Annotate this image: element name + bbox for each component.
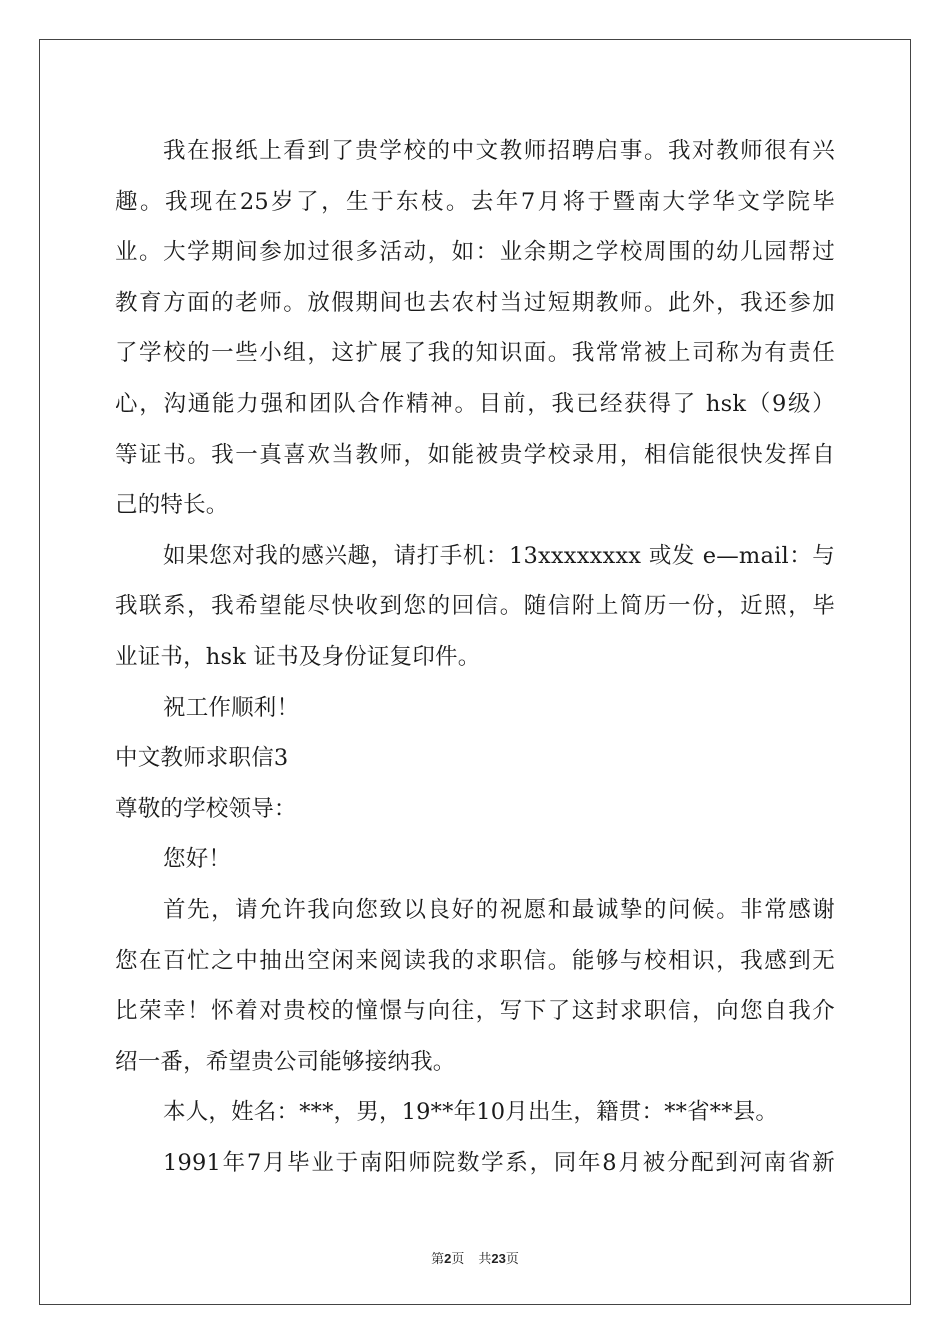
page-unit: 页 (451, 1252, 465, 1267)
paragraph-line: 了学校的一些小组，这扩展了我的知识面。我常常被上司称为有责任 (115, 340, 835, 367)
document-body (115, 126, 835, 1188)
total-prefix: 共 (478, 1252, 492, 1267)
paragraph-line: 如果您对我的感兴趣，请打手机：13xxxxxxxx 或发 e—mail：与 (163, 542, 835, 569)
total-unit: 页 (505, 1252, 519, 1267)
paragraph-line: 首先，请允许我向您致以良好的祝愿和最诚挚的问候。非常感谢 (163, 896, 835, 923)
page-total: 23 (491, 1251, 506, 1266)
paragraph-line: 己的特长。 (115, 492, 229, 519)
section-heading: 中文教师求职信3 (115, 745, 289, 772)
paragraph-line: 我在报纸上看到了贵学校的中文教师招聘启事。我对教师很有兴 (163, 138, 835, 164)
page-prefix: 第 (431, 1252, 445, 1267)
paragraph-line: 趣。我现在25岁了，生于东枝。去年7月将于暨南大学华文学院毕 (115, 188, 835, 215)
paragraph-line: 本人，姓名：***，男，19**年10月出生，籍贯：**省**县。 (163, 1099, 779, 1126)
paragraph-line: 教育方面的老师。放假期间也去农村当过短期教师。此外，我还参加 (115, 289, 835, 316)
page-footer (0, 1248, 950, 1267)
greeting: 您好！ (163, 846, 232, 873)
paragraph-line: 心，沟通能力强和团队合作精神。目前，我已经获得了 hsk（9级） (115, 390, 835, 417)
page-current: 2 (444, 1251, 452, 1266)
salutation: 尊敬的学校领导： (115, 795, 297, 822)
paragraph-line: 业证书，hsk 证书及身份证复印件。 (115, 643, 481, 670)
paragraph-line: 业。大学期间参加过很多活动，如：业余期之学校周围的幼儿园帮过 (115, 239, 835, 266)
paragraph-line: 您在百忙之中抽出空闲来阅读我的求职信。能够与校相识，我感到无 (115, 947, 835, 974)
paragraph-line: 我联系，我希望能尽快收到您的回信。随信附上简历一份，近照，毕 (115, 593, 835, 620)
paragraph-line: 1991年7月毕业于南阳师院数学系，同年8月被分配到河南省新 (163, 1149, 835, 1176)
paragraph-line: 比荣幸！怀着对贵校的憧憬与向往，写下了这封求职信，向您自我介 (115, 998, 835, 1025)
paragraph-line: 等证书。我一真喜欢当教师，如能被贵学校录用，相信能很快发挥自 (115, 441, 835, 468)
paragraph-line: 绍一番，希望贵公司能够接纳我。 (115, 1048, 456, 1075)
closing-wish: 祝工作顺利！ (163, 694, 300, 721)
